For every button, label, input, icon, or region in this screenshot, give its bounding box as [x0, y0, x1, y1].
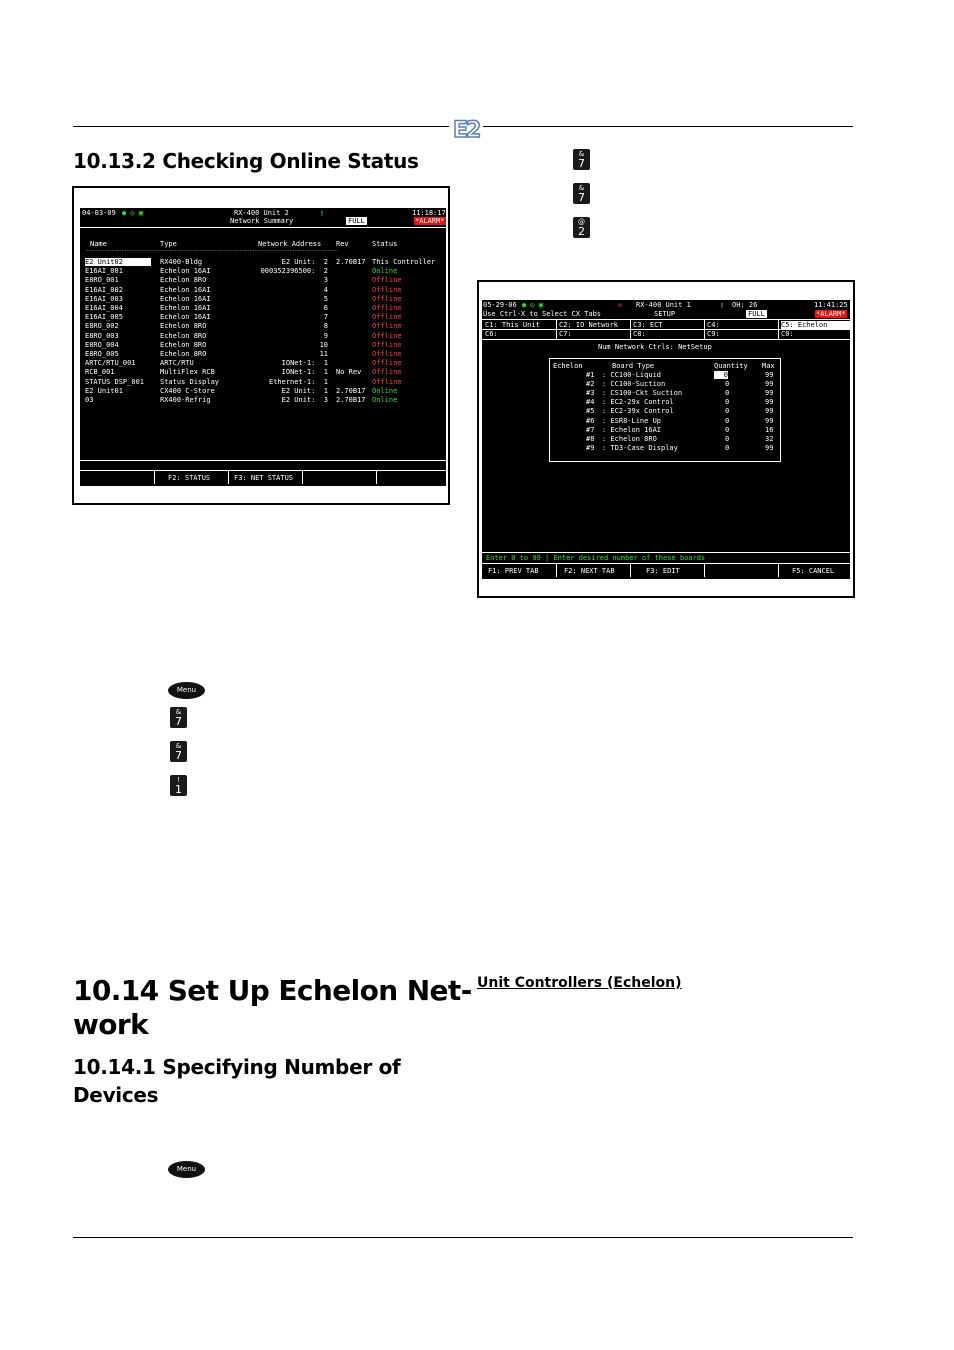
- device-status: Offline: [372, 340, 402, 349]
- board-number: #7: [586, 425, 595, 434]
- fkey-f3[interactable]: F3: NET STATUS: [234, 474, 294, 482]
- device-name[interactable]: E16AI_004: [85, 304, 123, 312]
- heading-line-1: 10.14 Set Up Echelon Net-: [73, 974, 472, 1007]
- screen-title: RX-400 Unit 2: [234, 209, 289, 217]
- column-header: Echelon: [553, 362, 583, 370]
- heading-line-1: 10.14.1 Specifying Number of: [73, 1055, 401, 1079]
- screen-time: 11:18:17: [412, 209, 446, 217]
- device-name[interactable]: E2 Unit01: [85, 386, 123, 395]
- fkey-button[interactable]: F3: EDIT: [646, 567, 680, 575]
- device-type: Echelon 16AI: [160, 285, 211, 294]
- quantity-field[interactable]: 0: [725, 443, 730, 452]
- device-type: Echelon 16AI: [160, 267, 211, 276]
- device-name[interactable]: STATUS DSP_001: [85, 377, 145, 386]
- device-address: 5: [323, 294, 328, 303]
- device-type: MultiFlex RCB: [160, 368, 215, 377]
- fkey-divider: [482, 563, 850, 564]
- device-type: CX400 C-Store: [160, 386, 215, 395]
- board-type: : EC2-29x Control: [602, 398, 674, 407]
- screen-title: RX-400 Unit 1: [636, 301, 691, 309]
- device-address: 8: [323, 322, 328, 331]
- heading-line-2: Devices: [73, 1083, 159, 1107]
- tab-separator: [704, 319, 705, 339]
- key-digit: 2: [578, 225, 585, 238]
- header-dashes: ----------------------------------------------------------------------------------------------------: [86, 248, 338, 254]
- device-status: Offline: [372, 350, 402, 358]
- quantity-field[interactable]: 0: [725, 380, 730, 389]
- board-type: : CS100-Ckt Suction: [602, 389, 683, 398]
- keypad-key-icon: [573, 217, 590, 238]
- key-symbol: &: [578, 150, 585, 158]
- quantity-field[interactable]: 0: [725, 425, 730, 434]
- fkey-separator: [228, 470, 229, 484]
- board-number: #6: [586, 416, 595, 425]
- fkey-separator: [154, 470, 155, 484]
- device-name[interactable]: ARTC/RTU_001: [85, 359, 136, 368]
- device-rev: 2.70B17: [336, 386, 366, 395]
- device-status: Offline: [372, 313, 402, 322]
- device-status: Offline: [372, 304, 402, 312]
- device-status: Online: [372, 267, 398, 276]
- screen-date: 04-03-09: [82, 209, 116, 217]
- quantity-field[interactable]: 0: [714, 371, 728, 379]
- max-value: 99: [765, 443, 774, 452]
- menu-key-icon: Menu: [168, 682, 205, 699]
- network-summary-screen: [80, 208, 446, 486]
- section-heading-10-14-1: [73, 1053, 400, 1109]
- screen-subtitle: Network Summary: [230, 217, 294, 225]
- section-heading-10-14: [73, 974, 472, 1042]
- e2-logo: E2: [449, 118, 483, 143]
- device-name[interactable]: E8RO_002: [85, 322, 119, 331]
- board-type: : Echelon 8RO: [602, 434, 657, 443]
- device-status: Online: [372, 386, 398, 395]
- fkey-separator: [778, 563, 779, 577]
- max-value: 99: [765, 389, 774, 398]
- board-number: #8: [586, 434, 595, 443]
- quantity-field[interactable]: 0: [725, 407, 730, 416]
- column-header: Name: [90, 240, 107, 248]
- device-type: RX400-Bldg: [160, 258, 203, 266]
- key-symbol: &: [578, 184, 585, 192]
- cx-tab[interactable]: C4:: [707, 321, 720, 329]
- board-number: #1: [586, 371, 595, 379]
- alarm-badge[interactable]: *ALARM*: [415, 217, 445, 225]
- tab-separator: [556, 319, 557, 339]
- device-type: Echelon 16AI: [160, 313, 211, 322]
- key-digit: 7: [578, 191, 585, 204]
- device-type: Echelon 16AI: [160, 294, 211, 303]
- device-status: This Controller: [372, 258, 436, 266]
- device-type: Echelon 8RO: [160, 340, 207, 349]
- board-number: #4: [586, 398, 595, 407]
- tab-divider: [482, 339, 850, 340]
- device-status: Offline: [372, 322, 402, 331]
- board-type: : Echelon 16AI: [602, 425, 662, 434]
- fkey-button[interactable]: F2: NEXT TAB: [564, 567, 615, 575]
- cx-tab[interactable]: C2: IO Network: [559, 321, 619, 329]
- board-type: : TD3-Case Display: [602, 443, 678, 452]
- ctrl-x-hint: Use Ctrl-X to Select CX Tabs: [483, 310, 602, 318]
- menu-key-icon: Menu: [168, 1161, 205, 1178]
- setup-label: SETUP: [654, 310, 676, 318]
- device-status: Offline: [372, 377, 402, 386]
- key-digit: 7: [175, 715, 182, 728]
- device-address: 7: [323, 313, 328, 322]
- device-status: Offline: [372, 285, 402, 294]
- device-type: RX400-Refrig: [160, 396, 211, 404]
- device-name[interactable]: 03: [85, 396, 94, 404]
- device-name[interactable]: E16AI_005: [85, 313, 123, 322]
- device-name[interactable]: RCB_001: [85, 368, 115, 377]
- section-heading-10-13-2: 10.13.2 Checking Online Status: [73, 149, 419, 173]
- device-rev: No Rev: [336, 368, 362, 377]
- device-name[interactable]: E16AI_001: [85, 267, 123, 276]
- device-name[interactable]: E16AI_002: [85, 285, 123, 294]
- device-address: 10: [319, 340, 328, 349]
- tab-divider: [482, 329, 850, 330]
- column-header: Rev: [336, 240, 349, 248]
- fkey-divider: [80, 460, 446, 461]
- device-name[interactable]: E8RO_001: [85, 276, 119, 285]
- screen-divider: [80, 227, 446, 228]
- device-status: Offline: [372, 368, 402, 377]
- keypad-key-icon: [170, 741, 187, 762]
- keypad-key-icon: [170, 775, 187, 796]
- column-header: Network Address: [258, 240, 322, 248]
- netsetup-screenshot: [477, 280, 855, 598]
- status-dots-icon: ● ◎ ▣: [122, 209, 144, 217]
- max-value: 99: [765, 398, 774, 407]
- board-number: #3: [586, 389, 595, 398]
- device-name[interactable]: E8RO_003: [85, 331, 119, 340]
- device-name[interactable]: E16AI_003: [85, 294, 123, 303]
- fkey-button[interactable]: F5: CANCEL: [792, 567, 835, 575]
- max-value: 99: [765, 371, 774, 379]
- device-type: Echelon 8RO: [160, 350, 207, 358]
- device-address: 3: [323, 276, 328, 285]
- device-address: 4: [323, 285, 328, 294]
- fkey-divider: [80, 470, 446, 471]
- quantity-field[interactable]: 0: [725, 416, 730, 425]
- fkey-separator: [302, 470, 303, 484]
- max-value: 32: [765, 434, 774, 443]
- max-value: 99: [765, 407, 774, 416]
- board-number: #5: [586, 407, 595, 416]
- alarm-badge[interactable]: *ALARM*: [816, 310, 846, 318]
- device-rev: 2.70B17: [336, 258, 366, 266]
- device-status: Offline: [372, 276, 402, 285]
- key-symbol: &: [175, 742, 182, 750]
- heading-line-2: work: [73, 1008, 149, 1041]
- full-badge: FULL: [748, 310, 765, 318]
- keypad-key-icon: [170, 707, 187, 728]
- screen-date: 05-29-06: [483, 301, 517, 309]
- fkey-separator: [630, 563, 631, 577]
- key-symbol: &: [175, 708, 182, 716]
- device-address: E2 Unit: 1: [281, 386, 328, 395]
- max-value: 99: [765, 416, 774, 425]
- netsetup-heading: Num Network Ctrls: NetSetup: [598, 343, 712, 351]
- column-header: Max: [762, 362, 775, 370]
- cx-tab[interactable]: C6:: [485, 330, 498, 338]
- device-address: IONet-1: 1: [281, 368, 328, 377]
- quantity-field[interactable]: 0: [725, 389, 730, 398]
- board-number: #9: [586, 443, 595, 452]
- full-badge: FULL: [348, 217, 365, 225]
- network-summary-screenshot: [72, 186, 450, 505]
- quantity-field[interactable]: 0: [725, 398, 730, 407]
- max-value: 99: [765, 380, 774, 389]
- device-address: 9: [323, 331, 328, 340]
- oh-count: OH: 26: [732, 301, 758, 309]
- footer-rule: [73, 1237, 853, 1238]
- screen-time: 11:41:25: [814, 301, 848, 309]
- device-status: Offline: [372, 294, 402, 303]
- column-header: Board Type: [612, 362, 655, 370]
- keypad-key-icon: [573, 183, 590, 204]
- netsetup-screen: [482, 300, 850, 579]
- board-type: : EC2-39x Control: [602, 407, 674, 416]
- device-address: IONet-1: 1: [281, 359, 328, 368]
- device-status: Offline: [372, 331, 402, 340]
- mail-icon: ✉: [618, 301, 623, 309]
- key-digit: 1: [175, 783, 182, 796]
- key-digit: 7: [578, 157, 585, 170]
- tab-separator: [778, 319, 779, 339]
- device-type: Echelon 16AI: [160, 304, 211, 312]
- board-type: : CC100-Liquid: [602, 371, 662, 379]
- fkey-separator: [376, 470, 377, 484]
- device-status: Offline: [372, 359, 402, 368]
- column-header: Status: [372, 240, 398, 248]
- device-status: Online: [372, 396, 398, 404]
- device-address: E2 Unit: 2: [281, 258, 328, 266]
- fkey-f2[interactable]: F2: STATUS: [168, 474, 211, 482]
- column-header: Type: [160, 240, 177, 248]
- device-type: Echelon 8RO: [160, 322, 207, 331]
- cx-tab[interactable]: C1: This Unit: [485, 321, 540, 329]
- unit-controllers-link[interactable]: Unit Controllers (Echelon): [477, 975, 682, 991]
- fkey-button[interactable]: F1: PREV TAB: [488, 567, 539, 575]
- fkey-separator: [556, 563, 557, 577]
- device-address: Ethernet-1: 1: [268, 377, 328, 386]
- device-address: 000352396500: 2: [260, 267, 328, 276]
- cx-tab[interactable]: C8:: [633, 330, 646, 338]
- tab-separator: [630, 319, 631, 339]
- cx-tab[interactable]: C5: Echelon: [781, 321, 850, 329]
- device-type: ARTC/RTU: [160, 359, 194, 368]
- board-type: : ESR8-Line Up: [602, 416, 662, 425]
- cx-tab[interactable]: C3: ECT: [633, 321, 663, 329]
- device-name[interactable]: E8RO_005: [85, 350, 119, 358]
- board-number: #2: [586, 380, 595, 389]
- device-name[interactable]: E2 Unit02: [85, 258, 151, 266]
- board-quantity-table: [549, 358, 781, 462]
- battery-icon: ▯: [720, 301, 725, 309]
- max-value: 16: [765, 425, 774, 434]
- keypad-key-icon: [573, 149, 590, 170]
- key-digit: 7: [175, 749, 182, 762]
- device-type: Echelon 8RO: [160, 276, 207, 285]
- device-name[interactable]: E8RO_004: [85, 340, 119, 349]
- status-dots-icon: ● ◎ ▣: [522, 301, 544, 309]
- device-address: 6: [323, 304, 328, 312]
- key-symbol: !: [177, 776, 180, 784]
- cx-tab[interactable]: C7:: [559, 330, 572, 338]
- key-symbol: @: [578, 218, 585, 226]
- device-address: E2 Unit: 3: [281, 396, 328, 404]
- cx-tab[interactable]: C0:: [781, 330, 794, 338]
- quantity-field[interactable]: 0: [725, 434, 730, 443]
- status-divider: [482, 552, 850, 553]
- device-type: Status Display: [160, 377, 220, 386]
- cx-tab[interactable]: C9:: [707, 330, 720, 338]
- fkey-separator: [704, 563, 705, 577]
- device-type: Echelon 8RO: [160, 331, 207, 340]
- status-line: Enter 0 to 99 | Enter desired number of these boards: [486, 554, 706, 562]
- battery-icon: ▯: [320, 209, 325, 217]
- board-type: : CC100-Suction: [602, 380, 666, 389]
- device-address: 11: [319, 350, 328, 358]
- tab-divider: [482, 319, 850, 320]
- device-rev: 2.70B17: [336, 396, 366, 404]
- column-header: Quantity: [714, 362, 748, 370]
